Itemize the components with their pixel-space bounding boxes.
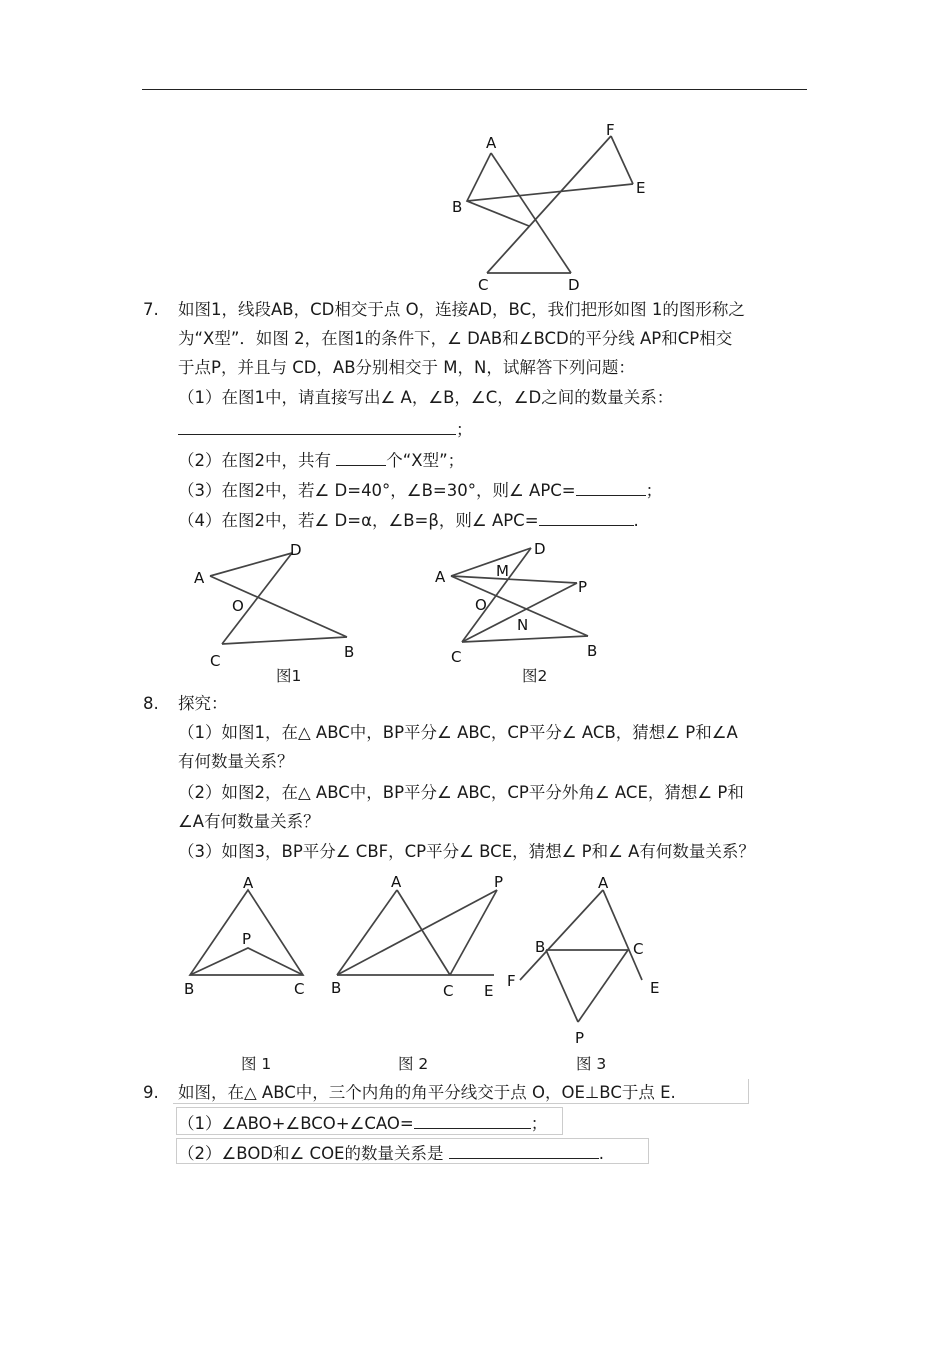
q8-sub-3: （3）如图3，BP平分∠ CBF，CP平分∠ BCE，猜想∠ P和∠ A有何数量关系？ — [178, 842, 755, 861]
q7-sub2-text-b: 个“X型”； — [386, 451, 465, 470]
label-b: B — [344, 643, 355, 661]
q7-sub3-text-a: （3）在图2中，若∠ D=40°，∠B=30°，则∠ APC= — [178, 481, 576, 500]
q7-sub-1: （1）在图1中，请直接写出∠ A，∠B，∠C，∠D之间的数量关系： — [178, 388, 674, 407]
label-o: O — [232, 597, 244, 615]
label-d: D — [290, 541, 302, 559]
label-e: E — [650, 979, 660, 997]
q8-title: 探究： — [178, 694, 228, 713]
label-f: F — [507, 972, 516, 990]
q9-sub-2 — [178, 1142, 604, 1164]
label-n: N — [517, 616, 529, 634]
label-e: E — [484, 982, 494, 1000]
q8-fig1-caption: 图 1 — [241, 1055, 272, 1073]
label-o: O — [475, 596, 487, 614]
q7-sub4-text-b: . — [633, 511, 639, 530]
q8-sub-2b: ∠A有何数量关系？ — [178, 812, 320, 831]
q7-number: 7. — [143, 300, 159, 319]
answer-blank[interactable] — [449, 1142, 599, 1159]
label-b: B — [452, 198, 463, 216]
q7-sub3-text-b: ； — [645, 481, 663, 500]
q9-number: 9. — [143, 1083, 159, 1102]
q7-fig2-caption: 图2 — [522, 667, 548, 685]
label-p: P — [494, 873, 504, 891]
q7-line-1: 如图1，线段AB，CD相交于点 O，连接AD，BC，我们把形如图 1的图形称之 — [178, 300, 745, 319]
q8-sub-2a: （2）如图2，在△ ABC中，BP平分∠ ABC，CP平分外角∠ ACE，猜想∠ P和 — [178, 783, 744, 802]
label-d: D — [534, 540, 546, 558]
q7-sub2-text-a: （2）在图2中，共有 — [178, 451, 331, 470]
label-f: F — [606, 121, 615, 139]
q7-line-3: 于点P，并且与 CD，AB分别相交于 M，N，试解答下列问题： — [178, 358, 635, 377]
label-c: C — [478, 276, 489, 294]
q9-sub-1 — [178, 1112, 547, 1134]
label-b: B — [535, 938, 546, 956]
label-a: A — [391, 873, 402, 891]
label-a: A — [598, 874, 609, 892]
label-b: B — [587, 642, 598, 660]
label-m: M — [496, 562, 509, 580]
label-a: A — [194, 569, 205, 587]
label-b: B — [184, 980, 195, 998]
answer-blank[interactable] — [414, 1112, 531, 1129]
q9-sub1-text-a: （1）∠ABO+∠BCO+∠CAO= — [178, 1114, 414, 1133]
label-a: A — [486, 134, 497, 152]
label-p: P — [578, 578, 588, 596]
q7-sub1-end: ； — [456, 420, 473, 439]
q8-number: 8. — [143, 694, 159, 713]
q8-fig2-caption: 图 2 — [398, 1055, 429, 1073]
label-c: C — [443, 982, 454, 1000]
q8-fig3-caption: 图 3 — [576, 1055, 607, 1073]
q7-sub4-text-a: （4）在图2中，若∠ D=α，∠B=β，则∠ APC= — [178, 511, 539, 530]
label-e: E — [636, 179, 646, 197]
q9-sub2-text-a: （2）∠BOD和∠ COE的数量关系是 — [178, 1144, 444, 1163]
label-a: A — [243, 874, 254, 892]
q8-sub-1a: （1）如图1，在△ ABC中，BP平分∠ ABC，CP平分∠ ACB，猜想∠ P和∠A — [178, 723, 738, 742]
label-a: A — [435, 568, 446, 586]
q8-sub-1b: 有何数量关系？ — [178, 752, 294, 771]
label-b: B — [331, 979, 342, 997]
label-p: P — [575, 1029, 585, 1047]
label-c: C — [451, 648, 462, 666]
q9-sub2-text-b: . — [598, 1144, 604, 1163]
q7-fig1-caption: 图1 — [276, 667, 302, 685]
label-c: C — [294, 980, 305, 998]
q7-line-2: 为“X型”．如图 2，在图1的条件下，∠ DAB和∠BCD的平分线 AP和CP相交 — [178, 329, 733, 348]
label-c: C — [210, 652, 221, 670]
label-d: D — [568, 276, 580, 294]
q9-sub1-text-b: ； — [530, 1114, 548, 1133]
label-p: P — [242, 930, 252, 948]
q9-line-1: 如图，在△ ABC中，三个内角的角平分线交于点 O，OE⊥BC于点 E. — [178, 1083, 676, 1102]
label-c: C — [633, 940, 644, 958]
